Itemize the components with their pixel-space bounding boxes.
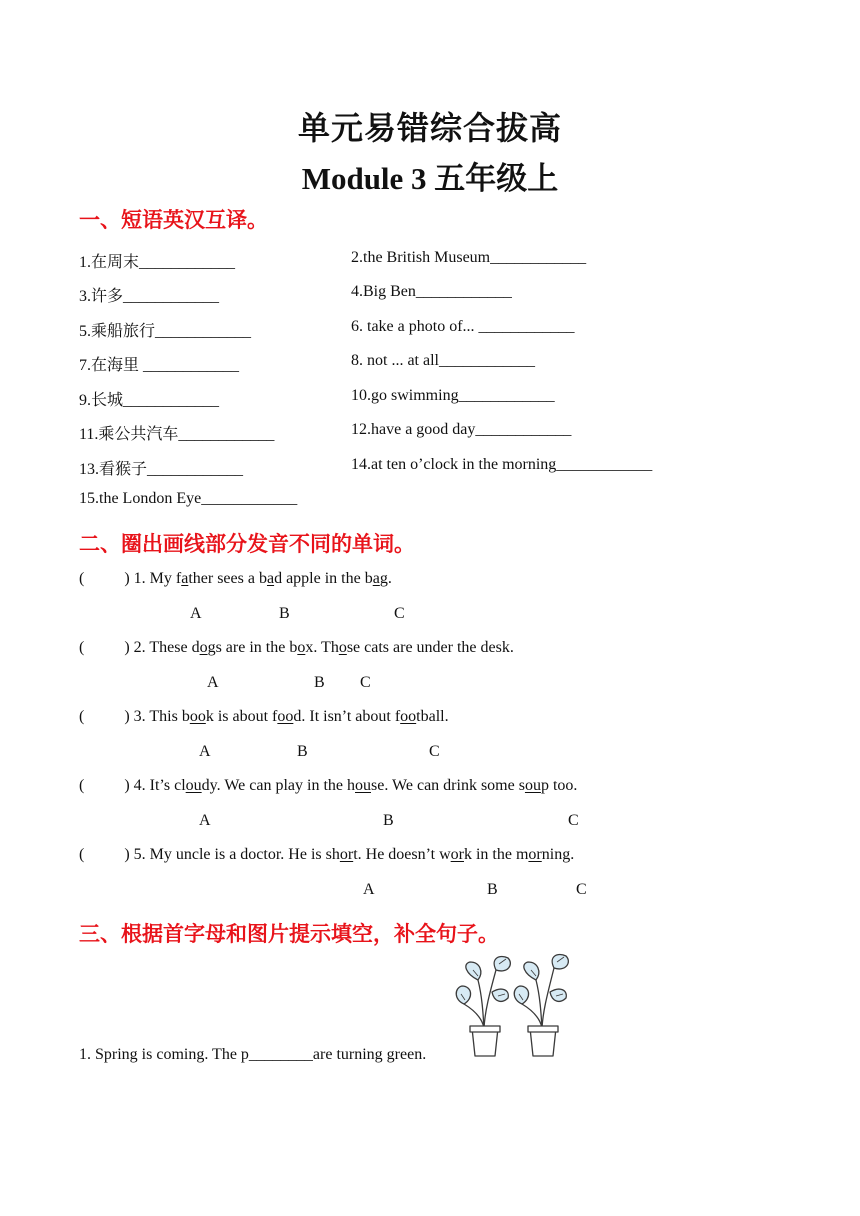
underlined-letters: a bbox=[181, 570, 189, 587]
question-text: 5. My uncle is a doctor. He is sh bbox=[129, 846, 340, 863]
underlined-letters: ou bbox=[524, 777, 541, 794]
option-label-b: B bbox=[297, 743, 308, 760]
underlined-letters: oo bbox=[277, 708, 294, 725]
question-text: dy. We can play in the h bbox=[201, 777, 355, 794]
question-text: tball. bbox=[416, 708, 449, 725]
phrase-item: 15.the London Eye____________ bbox=[79, 490, 298, 507]
phrase-item: 6. take a photo of... ____________ bbox=[351, 318, 575, 335]
question-text: 3. This b bbox=[129, 708, 190, 725]
option-label-b: B bbox=[487, 881, 498, 898]
phrase-item: 4.Big Ben____________ bbox=[351, 283, 512, 300]
question-text: g. bbox=[379, 570, 392, 587]
underlined-letters: o bbox=[338, 639, 347, 656]
phrase-item: 11.乘公共汽车____________ bbox=[79, 426, 275, 443]
question-text: 4. It’s cl bbox=[129, 777, 186, 794]
answer-bracket: ( ) bbox=[79, 570, 130, 587]
phrase-item: 7.在海里 ____________ bbox=[79, 357, 240, 374]
underlined-letters: or bbox=[450, 846, 464, 863]
underlined-letters: or bbox=[528, 846, 542, 863]
question-text: 2. These d bbox=[129, 639, 200, 656]
question-text: k is about f bbox=[205, 708, 278, 725]
fill-in-sentence: 1. Spring is coming. The p________are turning green. bbox=[79, 1046, 427, 1063]
phrase-item: 8. not ... at all____________ bbox=[351, 352, 535, 369]
phrase-item: 1.在周末____________ bbox=[79, 254, 236, 271]
phrase-item: 14.at ten o’clock in the morning____________ bbox=[351, 456, 653, 473]
question-text: gs are in the b bbox=[207, 639, 298, 656]
phrase-item: 10.go swimming____________ bbox=[351, 387, 555, 404]
option-label-a: A bbox=[190, 605, 202, 622]
option-label-c: C bbox=[429, 743, 440, 760]
phrase-item: 13.看猴子____________ bbox=[79, 461, 244, 478]
phrase-item: 9.长城____________ bbox=[79, 392, 220, 409]
answer-bracket: ( ) bbox=[79, 639, 130, 656]
underlined-letters: o bbox=[199, 639, 208, 656]
question-row bbox=[79, 570, 392, 588]
answer-bracket: ( ) bbox=[79, 777, 130, 794]
option-label-b: B bbox=[383, 812, 394, 829]
question-text: se cats are under the desk. bbox=[346, 639, 514, 656]
phrase-item: 12.have a good day____________ bbox=[351, 421, 572, 438]
underlined-letters: oo bbox=[400, 708, 417, 725]
question-text: t. He doesn’t w bbox=[353, 846, 451, 863]
page-title: 单元易错综合拔高 bbox=[297, 109, 562, 147]
option-label-c: C bbox=[576, 881, 587, 898]
page-subtitle: Module 3 五年级上 bbox=[301, 161, 559, 196]
question-text: ning. bbox=[541, 846, 575, 863]
underlined-letters: o bbox=[297, 639, 306, 656]
question-text: d. It isn’t about f bbox=[293, 708, 401, 725]
question-text: d apple in the b bbox=[274, 570, 373, 587]
underlined-letters: ou bbox=[185, 777, 202, 794]
option-label-a: A bbox=[199, 743, 211, 760]
section3-heading: 三、根据首字母和图片提示填空，补全句子。 bbox=[79, 922, 499, 946]
option-label-a: A bbox=[207, 674, 219, 691]
section2-heading: 二、圈出画线部分发音不同的单词。 bbox=[79, 532, 415, 556]
phrase-item: 5.乘船旅行____________ bbox=[79, 323, 252, 340]
option-label-b: B bbox=[314, 674, 325, 691]
answer-bracket: ( ) bbox=[79, 846, 130, 863]
question-text: x. Th bbox=[305, 639, 339, 656]
option-label-a: A bbox=[363, 881, 375, 898]
question-text: p too. bbox=[540, 777, 578, 794]
phrase-item: 3.许多____________ bbox=[79, 288, 220, 305]
question-text: 1. My f bbox=[129, 570, 182, 587]
question-row bbox=[79, 708, 449, 726]
option-label-c: C bbox=[360, 674, 371, 691]
option-label-a: A bbox=[199, 812, 211, 829]
answer-bracket: ( ) bbox=[79, 708, 130, 725]
underlined-letters: oo bbox=[189, 708, 206, 725]
question-row bbox=[79, 846, 574, 864]
option-label-b: B bbox=[279, 605, 290, 622]
question-text: ther sees a b bbox=[188, 570, 267, 587]
potted-plant-icon bbox=[452, 952, 578, 1060]
option-label-c: C bbox=[568, 812, 579, 829]
underlined-letters: or bbox=[339, 846, 354, 863]
section1-heading: 一、短语英汉互译。 bbox=[79, 208, 268, 232]
question-text: k in the m bbox=[463, 846, 529, 863]
question-text: se. We can drink some s bbox=[371, 777, 525, 794]
phrase-item: 2.the British Museum____________ bbox=[351, 249, 587, 266]
question-row bbox=[79, 639, 514, 657]
option-label-c: C bbox=[394, 605, 405, 622]
underlined-letters: ou bbox=[355, 777, 371, 794]
underlined-letters: a bbox=[372, 570, 380, 587]
underlined-letters: a bbox=[266, 570, 275, 587]
question-row bbox=[79, 777, 577, 795]
